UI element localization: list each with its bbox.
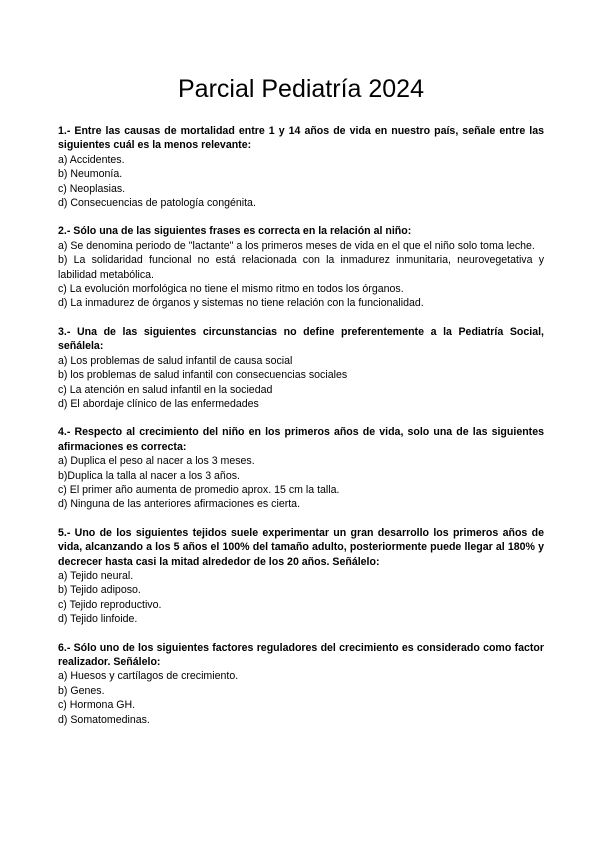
- question-4: [58, 425, 544, 511]
- question-3: [58, 325, 544, 411]
- option-c: c) Tejido reproductivo.: [58, 598, 162, 611]
- option-c: c) Neoplasias.: [58, 182, 126, 195]
- option-b: b) los problemas de salud infantil con consecuencias sociales: [58, 369, 348, 382]
- option-a: a) Huesos y cartílagos de crecimiento.: [58, 670, 239, 683]
- question-text: 6.- Sólo uno de los siguientes factores reguladores del crecimiento es considerado como factor realizador. Señálelo:: [58, 641, 544, 668]
- option-b: b) Tejido adiposo.: [58, 584, 141, 597]
- question-1: [58, 124, 544, 210]
- question-text: 1.- Entre las causas de mortalidad entre 1 y 14 años de vida en nuestro país, señale entre las siguientes cuál es la menos relevante:: [58, 125, 544, 152]
- option-c: c) La evolución morfológica no tiene el mismo ritmo en todos los órganos.: [58, 283, 404, 296]
- option-c: c) La atención en salud infantil en la sociedad: [58, 383, 273, 396]
- option-d: d) Tejido linfoide.: [58, 613, 138, 626]
- option-c: c) El primer año aumenta de promedio aprox. 15 cm la talla.: [58, 483, 340, 496]
- option-c: c) Hormona GH.: [58, 699, 136, 712]
- option-d: d) Consecuencias de patología congénita.: [58, 197, 256, 210]
- question-2: [58, 224, 544, 310]
- option-a: a) Tejido neural.: [58, 569, 134, 582]
- option-a: a) Accidentes.: [58, 153, 125, 166]
- option-d: d) Somatomedinas.: [58, 713, 150, 726]
- question-6: [58, 641, 544, 727]
- option-b: b) La solidaridad funcional no está relacionada con la inmadurez inmunitaria, neurovegetativa y labilidad metabólica.: [58, 254, 544, 281]
- option-d: d) La inmadurez de órganos y sistemas no tiene relación con la funcionalidad.: [58, 297, 424, 310]
- option-a: a) Los problemas de salud infantil de causa social: [58, 354, 293, 367]
- option-a: a) Duplica el peso al nacer a los 3 meses.: [58, 455, 255, 468]
- option-a: a) Se denomina periodo de "lactante" a los primeros meses de vida en el que el niño solo toma leche.: [58, 239, 535, 252]
- page-title: Parcial Pediatría 2024: [178, 75, 424, 103]
- question-text: 3.- Una de las siguientes circunstancias no define preferentemente a la Pediatría Social, señálela:: [58, 325, 544, 353]
- option-b: b)Duplica la talla al nacer a los 3 años.: [58, 469, 240, 482]
- option-d: d) Ninguna de las anteriores afirmaciones es cierta.: [58, 498, 301, 511]
- question-text: 5.- Uno de los siguientes tejidos suele experimentar un gran desarrollo los primeros años de vida, alcanzando a los 5 años el 100% del tamaño adulto, posteriormente puede llegar al 180% y decrecer hasta casi la mitad alrededor de los 20 años. Señálelo:: [58, 526, 544, 568]
- question-text: 4.- Respecto al crecimiento del niño en los primeros años de vida, solo una de las siguientes afirmaciones es correcta:: [58, 426, 544, 453]
- question-text: 2.- Sólo una de las siguientes frases es correcta en la relación al niño:: [58, 225, 412, 238]
- option-b: b) Genes.: [58, 684, 105, 697]
- question-5: [58, 526, 544, 627]
- question-list: [58, 124, 544, 741]
- option-d: d) El abordaje clínico de las enfermedades: [58, 397, 259, 410]
- option-b: b) Neumonía.: [58, 168, 123, 181]
